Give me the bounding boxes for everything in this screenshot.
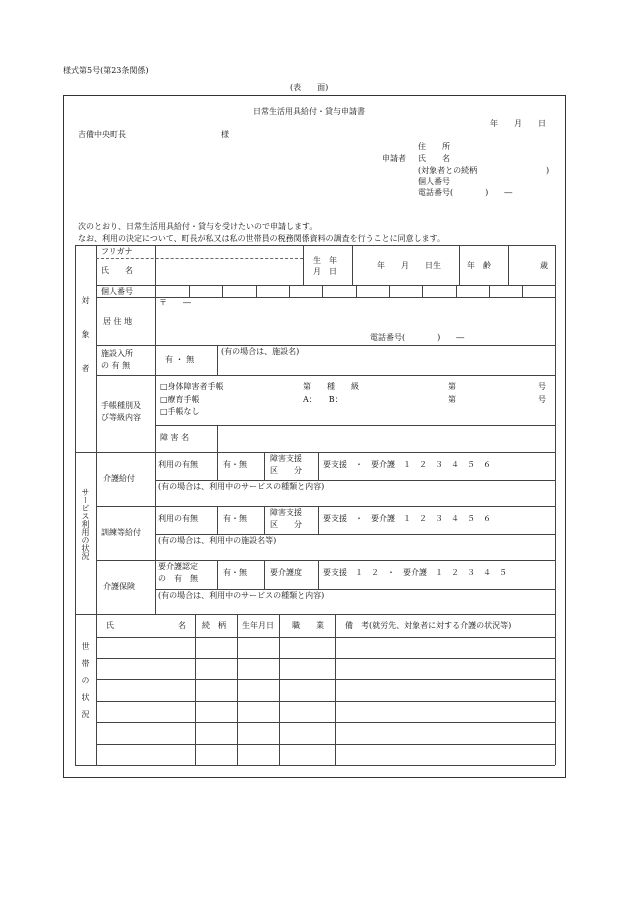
service-section-label: サービス利用の状況 [81,488,90,560]
applicant-name-label: 氏 名 [418,154,450,163]
form-title: 日常生活用具給付・貸与申請書 [253,107,365,116]
household-col-name: 氏 名 [106,621,186,630]
insurance-service-note: (有の場合は、利用中のサービスの種類と内容) [158,591,325,600]
care-support-level[interactable]: 要支援 ・ 要介護 １ ２ ３ ４ ５ ６ [323,460,491,469]
insurance-levels[interactable]: 要支援 １ ２ ・ 要介護 １ ２ ３ ４ ５ [323,568,507,577]
insurance-label: 介護保険 [103,582,135,591]
form-number: 様式第5号(第23条関係) [63,66,149,75]
facility-label-2: の 有 無 [101,361,131,370]
care-yes-no[interactable]: 有・無 [223,460,247,469]
handbook-none-checkbox[interactable]: □手帳なし [160,407,200,416]
postal-code-field[interactable]: 〒 ― [159,298,191,307]
residence-label: 居 住 地 [103,317,133,326]
care-benefit-label: 介護給付 [103,474,135,483]
insurance-yes-no[interactable]: 有・無 [223,568,247,577]
training-facility-note: (有の場合は、利用中の施設名等) [158,536,277,545]
form-frame [63,95,566,778]
care-need-label: 要介護度 [270,568,302,577]
training-support-label-2: 区 分 [270,520,302,529]
care-cert-label-2: の 有 無 [158,574,198,583]
household-col-relation: 続 柄 [202,621,226,630]
care-use-label: 利用の有無 [158,460,198,469]
training-use-label: 利用の有無 [158,514,198,523]
care-support-label-1: 障害支援 [270,454,302,463]
applicant-address-label: 住 所 [418,142,450,151]
rehab-grade-field[interactable]: A： B： [303,395,343,404]
age-unit: 歳 [540,261,548,270]
statement-line-1: 次のとおり、日常生活用具給付・貸与を受けたいので申請します。 [78,222,318,231]
addressee-honorific: 様 [221,130,229,139]
household-col-birth: 生年月日 [242,621,274,630]
applicant-relation-close: ) [546,166,550,175]
rehab-handbook-go-label: 号 [538,395,546,404]
household-col-note: 備 考(就労先、対象者に対する介護の状況等) [345,621,512,630]
household-col-job: 職 業 [292,621,324,630]
age-label: 年 齢 [467,261,491,270]
physical-handbook-no-label: 第 [448,382,456,391]
class-number-field[interactable]: 第 種 級 [303,382,359,391]
physical-handbook-go-label: 号 [538,382,546,391]
date-line: 年 月 日 [490,119,546,128]
birth-label-1: 生 年 [313,256,337,265]
birth-date-field[interactable]: 年 月 日生 [377,261,441,270]
subject-id-label: 個人番号 [101,287,133,296]
addressee: 吉備中央町長 [78,130,126,139]
care-service-note: (有の場合は、利用中のサービスの種類と内容) [158,482,325,491]
disability-name-label: 障 害 名 [160,433,190,442]
page-side-label: (表 面) [290,83,329,92]
subject-phone-field[interactable]: 電話番号( ) ― [370,333,465,342]
subject-name-label: 氏 名 [101,266,133,275]
handbook-rehab-checkbox[interactable]: □療育手帳 [160,395,200,404]
applicant-id-label: 個人番号 [418,177,450,186]
rehab-handbook-no-label: 第 [448,395,456,404]
training-yes-no[interactable]: 有・無 [223,514,247,523]
training-benefit-label: 訓練等給付 [101,528,141,537]
applicant-phone-label: 電話番号( ) ― [418,188,513,197]
facility-choice[interactable]: 有 ・ 無 [165,355,195,364]
applicant-label: 申請者 [382,154,406,163]
training-support-label-1: 障害支援 [270,508,302,517]
handbook-label-1: 手帳種別及 [101,401,141,410]
facility-label-1: 施設入所 [101,349,133,358]
furigana-label: フリガナ [101,247,133,256]
applicant-relation-label: (対象者との続柄 [418,166,478,175]
handbook-label-2: び等級内容 [101,413,141,422]
care-support-label-2: 区 分 [270,466,302,475]
statement-line-2: なお、利用の決定について、町長が私又は私の世帯員の税務関係資料の調査を行うことに同意します。 [78,234,446,243]
training-support-level[interactable]: 要支援 ・ 要介護 １ ２ ３ ４ ５ ６ [323,514,491,523]
household-section-label: 世帯の状況 [81,642,90,727]
subject-section-label: 対象者 [81,296,90,398]
care-cert-label-1: 要介護認定 [158,562,198,571]
facility-note: (有の場合は、施設名) [221,347,300,356]
handbook-physical-checkbox[interactable]: □身体障害者手帳 [160,382,224,391]
birth-label-2: 月 日 [313,267,337,276]
